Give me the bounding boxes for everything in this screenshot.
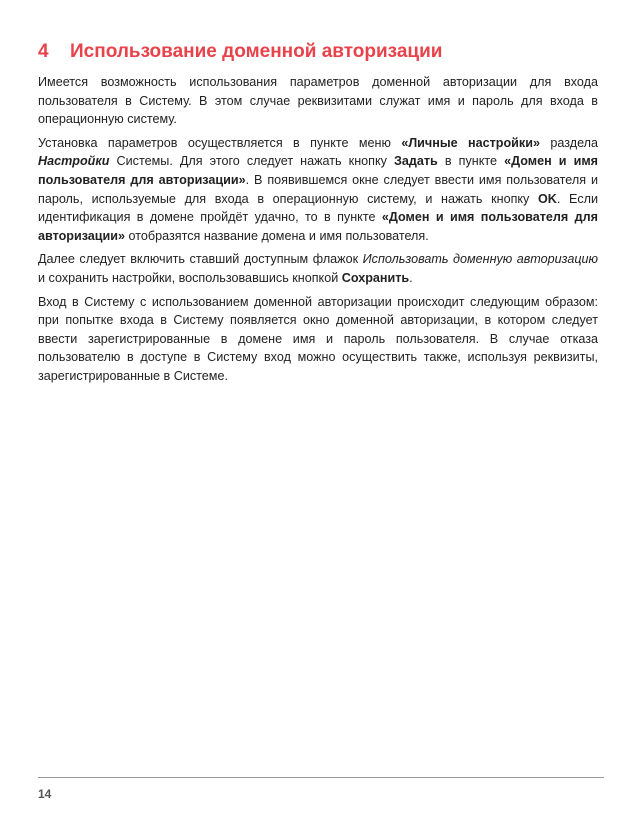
checkbox-name-domain-auth: Использовать доменную авторизацию [362, 252, 598, 267]
section-number: 4 [38, 41, 49, 62]
footer-divider [38, 777, 604, 778]
page-number: 14 [38, 787, 52, 801]
text-run: в пункте [437, 154, 505, 169]
text-run: отобразятся название домена и имя пользователя. [125, 228, 429, 243]
button-name-ok: OK [538, 191, 557, 206]
text-run: Далее следует включить ставший доступным флажок [38, 252, 363, 267]
text-run: . В появившемся окне следует ввести имя пользователя и пароль, используемые для входа в операционную систему, и нажать кнопку [38, 172, 598, 206]
menu-item-personal-settings: «Личные настройки» [401, 135, 540, 150]
section-body [38, 73, 598, 391]
section-title: Использование доменной авторизации [70, 41, 443, 62]
text-run: . [409, 270, 413, 285]
text-run: раздела [539, 135, 599, 150]
paragraph-login: Вход в Систему с использованием доменной авторизации происходит следующим образом: при попытке входа в Систему появляется окно доменной авторизации, в котором следует ввести зарегистрированные в домене имя и пароль пользователя. В случае отказа пользователю в доступе в Систему вход можно осуществить также, используя реквизиты, зарегистрированные в Системе. [38, 294, 598, 383]
section-heading [38, 40, 598, 64]
option-domain-user-repeat: «Домен и имя пользователя для авторизации» [38, 210, 599, 243]
paragraph-settings [38, 134, 598, 246]
button-name-set: Задать [394, 154, 438, 169]
text-run: . Если идентификация в домене пройдёт удачно, то в пункте [38, 191, 599, 225]
paragraph-intro: Имеется возможность использования параметров доменной авторизации для входа пользователя в Систему. В этом случае реквизитами служат имя и пароль для входа в операционную систему. [38, 75, 598, 127]
option-domain-user: «Домен и имя пользователя для авторизации» [38, 154, 599, 187]
paragraph-checkbox [38, 250, 598, 287]
button-name-save: Сохранить [341, 270, 410, 285]
text-run: Установка параметров осуществляется в пункте меню [38, 135, 402, 150]
text-run: Системы. Для этого следует нажать кнопку [109, 154, 394, 169]
section-settings-name: Настройки [38, 154, 110, 169]
text-run: и сохранить настройки, воспользовавшись кнопкой [38, 270, 342, 285]
